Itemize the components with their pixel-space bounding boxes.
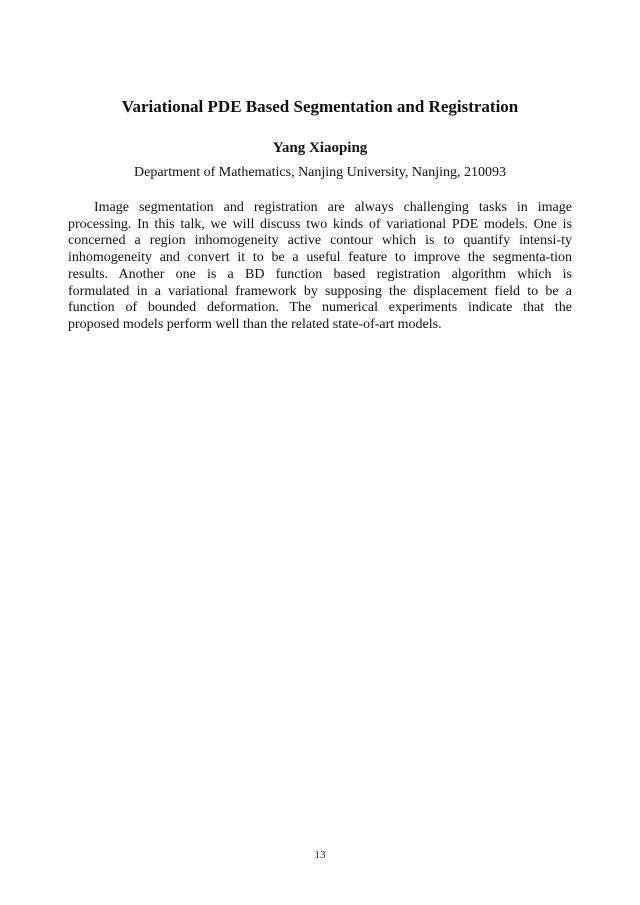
author-name: Yang Xiaoping <box>272 140 368 156</box>
page-number: 13 <box>314 849 326 861</box>
abstract-line: results. Another one is a BD function based registration algorithm which is <box>68 266 572 282</box>
paper-title: Variational PDE Based Segmentation and Registration <box>121 97 519 116</box>
author-affiliation: Department of Mathematics, Nanjing University, Nanjing, 210093 <box>134 165 506 180</box>
abstract-paragraph <box>68 200 572 334</box>
abstract-line: proposed models perform well than the related state-of-art models. <box>68 316 442 332</box>
abstract-line: formulated in a variational framework by supposing the displacement field to be a <box>68 283 572 299</box>
abstract-line: concerned a region inhomogeneity active contour which is to quantify intensi-ty <box>68 233 572 249</box>
abstract-line: function of bounded deformation. The numerical experiments indicate that the <box>68 300 572 316</box>
abstract-line: inhomogeneity and convert it to be a useful feature to improve the segmenta-tion <box>68 250 572 266</box>
abstract-line: Image segmentation and registration are always challenging tasks in image <box>94 200 572 215</box>
page-content <box>0 0 640 334</box>
abstract-line: processing. In this talk, we will discuss two kinds of variational PDE models. One is <box>68 216 572 232</box>
